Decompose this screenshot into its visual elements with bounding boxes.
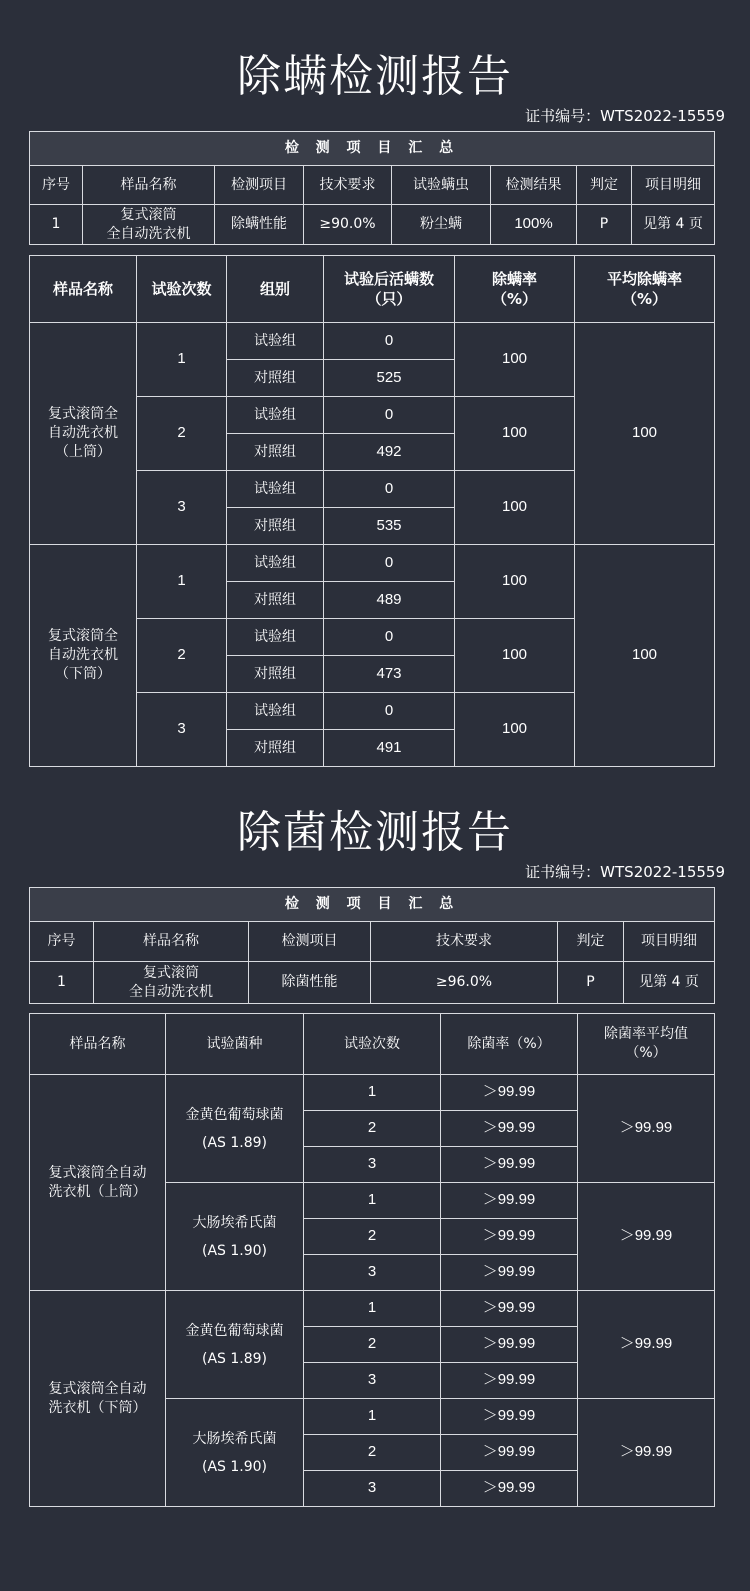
requirement: ≥90.0% [304,205,392,245]
sample-name [94,962,249,1004]
header-cell: 除螨率 （%） [455,256,575,323]
header-cell: 样品名称 [30,1014,166,1075]
header-cell: 检测项目 [249,922,371,962]
header-cell: 除菌率平均值 （%） [578,1014,715,1075]
trial-number: 2 [137,619,227,693]
trial-number: 2 [304,1435,441,1471]
header-cell: 判定 [558,922,624,962]
group-label: 对照组 [227,434,324,471]
group-label: 试验组 [227,619,324,656]
group-label: 对照组 [227,730,324,767]
removal-rate: ＞99.99 [441,1075,578,1111]
removal-rate: ＞99.99 [441,1183,578,1219]
live-mite-count: 0 [324,323,455,360]
trial-number: 3 [304,1471,441,1507]
germ-summary-band: 检 测 项 目 汇 总 [30,888,715,922]
trial-number: 1 [137,323,227,397]
removal-rate: 100 [455,471,575,545]
average-removal-rate: ＞99.99 [578,1075,715,1183]
live-mite-count: 0 [324,693,455,730]
sample-name: 复式滚筒全自动 洗衣机（上筒） [30,1075,166,1291]
test-organism: 粉尘螨 [392,205,491,245]
verdict: P [577,205,632,245]
header-cell: 技术要求 [304,166,392,205]
trial-number: 1 [304,1183,441,1219]
row-number: 1 [30,962,94,1004]
removal-rate: ＞99.99 [441,1147,578,1183]
trial-number: 3 [137,693,227,767]
trial-number: 3 [304,1147,441,1183]
germ-certificate-number: 证书编号：WTS2022-15559 [525,863,725,881]
bacteria-strain: 金黄色葡萄球菌 (AS 1.89) [166,1291,304,1399]
mite-detail-table [29,255,715,767]
sample-name [83,205,215,245]
group-label: 对照组 [227,656,324,693]
requirement: ≥96.0% [371,962,558,1004]
header-cell: 判定 [577,166,632,205]
mite-summary-table [29,131,715,245]
removal-rate: ＞99.99 [441,1399,578,1435]
header-cell: 试验次数 [137,256,227,323]
group-label: 试验组 [227,471,324,508]
group-label: 试验组 [227,545,324,582]
header-cell: 检测项目 [215,166,304,205]
detail-reference: 见第 4 页 [624,962,715,1004]
header-cell: 除菌率（%） [441,1014,578,1075]
header-cell: 技术要求 [371,922,558,962]
trial-number: 1 [304,1399,441,1435]
trial-number: 2 [304,1111,441,1147]
mite-certificate-number: 证书编号：WTS2022-15559 [525,107,725,125]
row-number: 1 [30,205,83,245]
germ-report-title: 除菌检测报告 [237,807,513,858]
live-mite-count: 0 [324,545,455,582]
mite-report-title: 除螨检测报告 [237,51,513,102]
sample-name-line: 全自动洗衣机 [106,225,191,242]
test-result: 100% [491,205,577,245]
test-item: 除螨性能 [215,205,304,245]
germ-detail-table [29,1013,715,1507]
group-label: 对照组 [227,360,324,397]
trial-number: 2 [137,397,227,471]
header-cell: 组别 [227,256,324,323]
sample-name-line: 复式滚筒 [143,964,199,981]
header-cell: 试验后活螨数 （只） [324,256,455,323]
detail-reference: 见第 4 页 [632,205,715,245]
header-cell: 试验螨虫 [392,166,491,205]
sample-name-line: 复式滚筒 [120,206,177,223]
average-removal-rate: ＞99.99 [578,1291,715,1399]
trial-number: 1 [137,545,227,619]
mite-summary-band: 检 测 项 目 汇 总 [30,132,715,166]
trial-number: 3 [304,1363,441,1399]
group-label: 对照组 [227,582,324,619]
header-cell: 检测结果 [491,166,577,205]
removal-rate: ＞99.99 [441,1219,578,1255]
trial-number: 1 [304,1291,441,1327]
header-cell: 序号 [30,922,94,962]
trial-number: 1 [304,1075,441,1111]
live-mite-count: 525 [324,360,455,397]
removal-rate: 100 [455,323,575,397]
live-mite-count: 489 [324,582,455,619]
header-cell: 平均除螨率 （%） [575,256,715,323]
removal-rate: 100 [455,693,575,767]
group-label: 试验组 [227,323,324,360]
verdict: P [558,962,624,1004]
group-label: 对照组 [227,508,324,545]
removal-rate: 100 [455,619,575,693]
average-removal-rate: ＞99.99 [578,1399,715,1507]
removal-rate: ＞99.99 [441,1363,578,1399]
average-removal-rate: 100 [575,323,715,545]
removal-rate: ＞99.99 [441,1255,578,1291]
sample-name-line: 全自动洗衣机 [129,983,213,1000]
removal-rate: ＞99.99 [441,1471,578,1507]
header-cell: 样品名称 [83,166,215,205]
header-cell: 序号 [30,166,83,205]
removal-rate: 100 [455,397,575,471]
sample-name: 复式滚筒全 自动洗衣机 （下筒） [30,545,137,767]
test-item: 除菌性能 [249,962,371,1004]
live-mite-count: 0 [324,397,455,434]
group-label: 试验组 [227,397,324,434]
removal-rate: ＞99.99 [441,1327,578,1363]
germ-summary-table [29,887,715,1004]
sample-name: 复式滚筒全 自动洗衣机 （上筒） [30,323,137,545]
bacteria-strain: 大肠埃希氏菌 (AS 1.90) [166,1183,304,1291]
header-cell: 样品名称 [94,922,249,962]
removal-rate: ＞99.99 [441,1291,578,1327]
removal-rate: ＞99.99 [441,1435,578,1471]
header-cell: 样品名称 [30,256,137,323]
average-removal-rate: 100 [575,545,715,767]
trial-number: 3 [137,471,227,545]
trial-number: 3 [304,1255,441,1291]
live-mite-count: 535 [324,508,455,545]
bacteria-strain: 金黄色葡萄球菌 (AS 1.89) [166,1075,304,1183]
trial-number: 2 [304,1219,441,1255]
sample-name: 复式滚筒全自动 洗衣机（下筒） [30,1291,166,1507]
removal-rate: 100 [455,545,575,619]
live-mite-count: 0 [324,471,455,508]
bacteria-strain: 大肠埃希氏菌 (AS 1.90) [166,1399,304,1507]
header-cell: 试验次数 [304,1014,441,1075]
header-cell: 项目明细 [632,166,715,205]
header-cell: 项目明细 [624,922,715,962]
group-label: 试验组 [227,693,324,730]
live-mite-count: 473 [324,656,455,693]
live-mite-count: 492 [324,434,455,471]
removal-rate: ＞99.99 [441,1111,578,1147]
live-mite-count: 491 [324,730,455,767]
live-mite-count: 0 [324,619,455,656]
header-cell: 试验菌种 [166,1014,304,1075]
trial-number: 2 [304,1327,441,1363]
average-removal-rate: ＞99.99 [578,1183,715,1291]
